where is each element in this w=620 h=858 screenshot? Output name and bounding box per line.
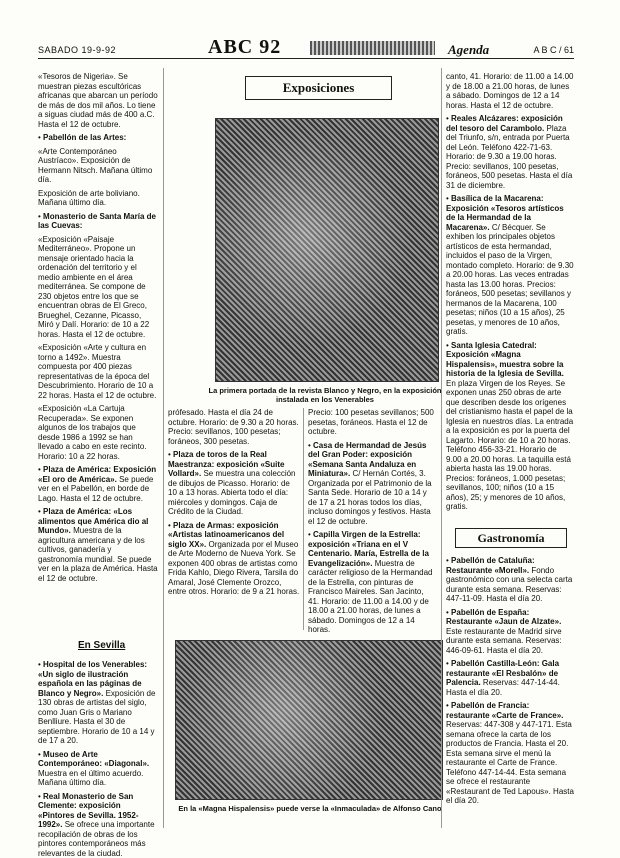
- listing-lead: Santa Iglesia Catedral: Exposición «Magna Hispalensis», muestra sobre la historia de la Iglesia de Sevilla.: [446, 341, 564, 379]
- exposiciones-photo-caption: La primera portada de la revista Blanco y Negro, en la exposición instalada en los Venerables: [195, 386, 455, 404]
- listing-text: «Exposición «Paisaje Mediterráneo». Propone un mensaje orientado hacia la ordenación del territorio y el medio ambiente en el área mediterránea. Se compone de 230 objetos entre los que se encuentran obras de El Greco, Brueghel, Cezanne, Picasso, Miró y Dalí. Horario: de 10 a 22 horas. Hasta el 12 de octubre.: [38, 235, 149, 339]
- listing-text: «Exposición «La Cartuja Recuperada». Se exponen algunos de los trabajos que desde 1986 a 1992 se han llevado a cabo en este recinto. Horario: 10 a 22 horas.: [38, 404, 147, 461]
- page-number: A B C / 61: [533, 45, 574, 55]
- column-4-gastronomia: [446, 556, 574, 834]
- listing-lead: Plaza de América: Exposición «El oro de América».: [38, 465, 156, 484]
- listing-text: En plaza Virgen de los Reyes. Se exponen unas 250 obras de arte que describen desde los orígenes del cristianismo hasta el papel de la Iglesia en nuestros días. La entrada a la exposición es por la puerta del Lagarto. Horario: de 10 a 20 horas. Teléfono 456-33-21. Horario de 9.00 a 20.00 horas. La taquilla está abierta hasta las 19.00 horas. Precios: foráneos, 1.000 pesetas; sevillanos, 100; niños (10 a 15 años), 25; y menores de 10 años, gratis.: [446, 379, 573, 512]
- listing-text: Organizada por el Museo de Arte Moderno de Nueva York. Se exponen 400 obras de artistas como Frida Kahlo, Diego Rivera, Tarsila do Amaral, José Clemente Orozco, entre otros. Horario: de 9 a 21 horas.: [168, 540, 299, 597]
- listing-entry: [38, 72, 158, 129]
- column-3: [308, 408, 436, 632]
- listing-entry: • Monasterio de Santa María de las Cuevas:: [38, 212, 158, 231]
- listing-entry: • Plaza de Armas: exposición «Artistas latinoamericanos del siglo XX». Organizada por el Museo de Arte Moderno de Nueva York. Se exponen 400 obras de artistas como Frida Kahlo, Diego Rivera, Tarsila do Amaral, José Clemente Orozco, entre otros. Horario: de 9 a 21 horas.: [168, 521, 300, 597]
- listing-entry: • Capilla Virgen de la Estrella: exposición «Triana en el V Centenario. María, Estrella de la Evangelización». Muestra de carácter religioso de la Hermandad de la Estrella, con pinturas de Francisco Maireles. San Jacinto, 41. Horario: de 11.00 a 14.00 y de 18.00 a 21.00 horas, de lunes a sábado. Domingos de 12 a 14 horas.: [308, 530, 436, 635]
- listing-entry: [38, 147, 158, 185]
- listing-entry: • Museo de Arte Contemporáneo: «Diagonal». Muestra en el último acuerdo. Mañana último día.: [38, 750, 158, 788]
- listing-lead: Plaza de América: «Los alimentos que América dio al Mundo».: [38, 507, 148, 535]
- header-banner-image: [310, 41, 435, 55]
- listing-lead: Pabellón Castilla-León: Gala restaurante «El Resbalón» de Palencia.: [446, 659, 559, 687]
- listing-text: Exposición de 130 obras de artistas del siglo, como Juan Gris o Mariano Benlliure. Hasta el 30 de septiembre. Horario de 10 a 14 y de 17 a 20.: [38, 689, 155, 746]
- sevilla-heading: En Sevilla: [78, 640, 125, 651]
- column-divider: [441, 68, 442, 828]
- inmaculada-photo-caption: En la «Magna Hispalensis» puede verse la «Inmaculada» de Alfonso Cano: [170, 804, 450, 813]
- listing-text: «Tesoros de Nigeria». Se muestran piezas escultóricas africanas que abarcan un período de más de dos mil años. Lo tiene a siguas ciudad más de 400 a.C. Hasta el 12 de octubre.: [38, 72, 158, 129]
- listing-lead: Reales Alcázares: exposición del tesoro del Carambolo.: [446, 114, 563, 133]
- column-2: [168, 408, 300, 632]
- listing-entry: • Basílica de la Macarena: Exposición «Tesoros artísticos de la Hermandad de la Macarena». C/ Bécquer. Se exhiben los principales objetos artísticos de esta hermandad, incluidos el paso de la Virgen, montado completo. Horario: de 9.30 a 20.00 horas. Las veces entradas hasta las 13.00 horas. Precios: foráneos, 500 pesetas; sevillanos y hermanos de la Macarena, 100 pesetas; niños (10 a 15 años), 25 pesetas, y menores de 10 años, gratis.: [446, 194, 574, 337]
- listing-text: Reservas: 447-308 y 447-171. Esta semana ofrece la carta de los productos de Francia. Hasta el 20. Esta semana sirve el menú la restaurante el Carte de France. Teléfono 447-14-44. Esta semana se ofrece el restaurante «Restaurant de Ted Lapous». Hasta el día 20.: [446, 720, 574, 805]
- blanco-y-negro-cover-photo: [215, 118, 439, 382]
- listing-lead: Hospital de los Venerables: «Un siglo de ilustración española en las páginas de Blanco y Negro».: [38, 660, 147, 698]
- listing-lead: Pabellón de España: Restaurante «Jaun de Alzate».: [446, 608, 561, 627]
- listing-entry: • Santa Iglesia Catedral: Exposición «Magna Hispalensis», muestra sobre la historia de la Iglesia de Sevilla. En plaza Virgen de los Reyes. Se exponen unas 250 obras de arte que describen desde los orígenes del cristianismo hasta el papel de la Iglesia en nuestros días. La entrada a la exposición es por la puerta del Lagarto. Horario: de 10 a 20 horas. Teléfono 456-33-21. Horario de 9.00 a 20.00 horas. La taquilla está abierta hasta las 19.00 horas. Precios: foráneos, 1.000 pesetas; sevillanos, 100; niños (10 a 15 años), 25; y menores de 10 años, gratis.: [446, 341, 574, 512]
- listing-lead: Pabellón de las Artes:: [43, 133, 126, 142]
- listing-entry: [38, 343, 158, 400]
- listing-lead: Museo de Arte Contemporáneo: «Diagonal».: [38, 750, 149, 769]
- listing-entry: • Plaza de toros de la Real Maestranza: exposición «Suite Vollard». Se muestra una colección de dibujos de Picasso. Horario: de 10 a 13 horas. Abierta todo el día: miércoles y domingos. Caja de Crédito de la Ciudad.: [168, 450, 300, 517]
- exposiciones-title: Exposiciones: [245, 76, 392, 100]
- listing-entry: • Plaza de América: Exposición «El oro de América». Se puede ver en el Pabellón, en borde de Lago. Hasta el 12 de octubre.: [38, 465, 158, 503]
- listing-entry: • Casa de Hermandad de Jesús del Gran Poder: exposición «Semana Santa Andaluza en Miniatura». C/ Hernán Cortés, 3. Organizada por el Patrimonio de la Santa Sede. Horario de 10 a 14 y de 17 a 21 horas todos los días, incluso domingos y festivos. Hasta el 12 de octubre.: [308, 441, 436, 527]
- listing-text: canto, 41. Horario: de 11.00 a 14.00 y de 18.00 a 21.00 horas, de lunes a sábado. Domingos de 12 a 14 horas. Hasta el 12 de octubre.: [446, 72, 574, 110]
- listing-entry: • Pabellón de Cataluña: Restaurante «Morell». Fondo gastronómico con una selecta carta durante esta semana. Reservas: 447-11-09. Hasta el día 20.: [446, 556, 574, 604]
- column-1: [38, 72, 158, 632]
- section-name: Agenda: [448, 42, 489, 58]
- listing-entry: [446, 72, 574, 110]
- listing-text: Se ofrece una importante recopilación de obras de los pintores contemporáneos más relevantes de la ciudad.: [38, 820, 155, 858]
- listing-lead: Basílica de la Macarena: Exposición «Tesoros artísticos de la Hermandad de la Macarena».: [446, 194, 564, 232]
- listing-text: Fondo gastronómico con una selecta carta durante esta semana. Reservas: 447-11-09. Hasta el día 20.: [446, 566, 572, 604]
- listing-text: Se puede ver en el Pabellón, en borde de Lago. Hasta el 12 de octubre.: [38, 475, 153, 503]
- listing-entry: • Pabellón de Francia: restaurante «Carte de France». Reservas: 447-308 y 447-171. Esta semana ofrece la carta de los productos de Francia. Hasta el 20. Esta semana sirve el menú la restaurante el Carte de France. Teléfono 447-14-44. Esta semana se ofrece el restaurante «Restaurant de Ted Lapous». Hasta el día 20.: [446, 701, 574, 806]
- listing-text: Este restaurante de Madrid sirve durante esta semana. Reservas: 446-09-61. Hasta el día 20.: [446, 627, 562, 655]
- listing-text: Muestra en el último acuerdo. Mañana último día.: [38, 769, 143, 788]
- listing-text: Muestra de la agricultura americana y de los cultivos, ganadería y gastronomía mundial. Se puede ver en la plaza de América. Hasta el 12 de octubre.: [38, 526, 158, 583]
- masthead-logo: ABC 92: [208, 36, 281, 59]
- listing-lead: Pabellón de Cataluña: Restaurante «Morell».: [446, 556, 535, 575]
- listing-text: prófesado. Hasta el día 24 de octubre. Horario: de 9.30 a 20 horas. Precio: sevillanos, 100 pesetas; foráneos, 300 pesetas.: [168, 408, 299, 446]
- header-rule: [38, 58, 574, 59]
- column-1-sevilla: [38, 660, 158, 834]
- listing-entry: [38, 189, 158, 208]
- listing-lead: Real Monasterio de San Clemente: exposición «Pintores de Sevilla. 1952-1992».: [38, 792, 139, 830]
- listing-entry: • Pabellón Castilla-León: Gala restaurante «El Resbalón» de Palencia. Reservas: 447-14-44. Hasta el día 20.: [446, 659, 574, 697]
- listing-entry: • Reales Alcázares: exposición del tesoro del Carambolo. Plaza del Triunfo, s/n, entrada por Puerta del León. Teléfono 422-71-63. Horario: de 9.30 a 19.00 horas. Precio: sevillanos, 100 pesetas, foráneos, 500 pesetas. Hasta el día 31 de diciembre.: [446, 114, 574, 190]
- listing-lead: Capilla Virgen de la Estrella: exposición «Triana en el V Centenario. María, Estrella de la Evangelización».: [308, 530, 429, 568]
- listing-entry: [38, 235, 158, 340]
- column-divider: [163, 68, 164, 828]
- listing-entry: [38, 404, 158, 461]
- listing-entry: [308, 408, 436, 437]
- listing-lead: Monasterio de Santa María de las Cuevas:: [38, 212, 156, 231]
- column-4: [446, 72, 574, 522]
- listing-text: «Exposición «Arte y cultura en torno a 1492». Muestra compuesta por 400 piezas representativas de la época del Descubrimiento. Horario de 10 a 22 horas. Hasta el 12 de octubre.: [38, 343, 156, 400]
- listing-text: «Arte Contemporáneo Austríaco». Exposición de Hermann Nitsch. Mañana último día.: [38, 147, 152, 185]
- inmaculada-photo: [175, 640, 443, 800]
- page-header: [38, 36, 574, 60]
- listing-text: Se muestra una colección de dibujos de Picasso. Horario: de 10 a 13 horas. Abierta todo el día: miércoles y domingos. Caja de Crédito de la Ciudad.: [168, 469, 296, 516]
- listing-text: Exposición de arte boliviano. Mañana último día.: [38, 189, 140, 208]
- listing-entry: [168, 408, 300, 446]
- listing-lead: Pabellón de Francia: restaurante «Carte de France».: [446, 701, 563, 720]
- gastronomia-title: Gastronomía: [455, 528, 567, 548]
- listing-text: Precio: 100 pesetas sevillanos; 500 pesetas, foráneos. Hasta el 12 de octubre.: [308, 408, 434, 436]
- listing-text: C/ Hernán Cortés, 3. Organizada por el Patrimonio de la Santa Sede. Horario de 10 a 14 y de 17 a 21 horas todos los días, incluso domingos y festivos. Hasta el 12 de octubre.: [308, 469, 432, 526]
- listing-text: Reservas: 447-14-44. Hasta el día 20.: [446, 678, 560, 697]
- listing-lead: Plaza de toros de la Real Maestranza: exposición «Suite Vollard».: [168, 450, 284, 478]
- column-divider: [303, 408, 304, 630]
- listing-entry: • Plaza de América: «Los alimentos que América dio al Mundo». Muestra de la agricultura americana y de los cultivos, ganadería y gastronomía mundial. Se puede ver en la plaza de América. Hasta el 12 de octubre.: [38, 507, 158, 583]
- listing-entry: • Pabellón de las Artes:: [38, 133, 158, 143]
- listing-entry: • Real Monasterio de San Clemente: exposición «Pintores de Sevilla. 1952-1992». Se ofrece una importante recopilación de obras de los pintores contemporáneos más relevantes de la ciudad.: [38, 792, 158, 858]
- listing-text: Muestra de carácter religioso de la Hermandad de la Estrella, con pinturas de Francisco Maireles. San Jacinto, 41. Horario: de 11.00 a 14.00 y de 18.00 a 21.00 horas, de lunes a sábado. Domingos de 12 a 14 horas.: [308, 559, 433, 635]
- listing-entry: • Pabellón de España: Restaurante «Jaun de Alzate». Este restaurante de Madrid sirve durante esta semana. Reservas: 446-09-61. Hasta el día 20.: [446, 608, 574, 656]
- listing-text: C/ Bécquer. Se exhiben los principales objetos artísticos de esta hermandad, incluidos el paso de la Virgen, montado completo. Horario: de 9.30 a 20.00 horas. Las veces entradas hasta las 13.00 horas. Precios: foráneos, 500 pesetas; sevillanos y hermanos de la Macarena, 100 pesetas; niños (10 a 15 años), 25 pesetas, y menores de 10 años, gratis.: [446, 223, 574, 337]
- listing-lead: Plaza de Armas: exposición «Artistas latinoamericanos del siglo XX».: [168, 521, 284, 549]
- listing-text: Plaza del Triunfo, s/n, entrada por Puerta del León. Teléfono 422-71-63. Horario: de 9.30 a 19.00 horas. Precio: sevillanos, 100 pesetas, foráneos, 500 pesetas. Hasta el día 31 de diciembre.: [446, 124, 572, 190]
- listing-lead: Casa de Hermandad de Jesús del Gran Poder: exposición «Semana Santa Andaluza en Miniatura».: [308, 441, 426, 479]
- listing-entry: • Hospital de los Venerables: «Un siglo de ilustración española en las páginas de Blanco y Negro». Exposición de 130 obras de artistas del siglo, como Juan Gris o Mariano Benlliure. Hasta el 30 de septiembre. Horario de 10 a 14 y de 17 a 20.: [38, 660, 158, 746]
- issue-date: SABADO 19-9-92: [38, 45, 116, 55]
